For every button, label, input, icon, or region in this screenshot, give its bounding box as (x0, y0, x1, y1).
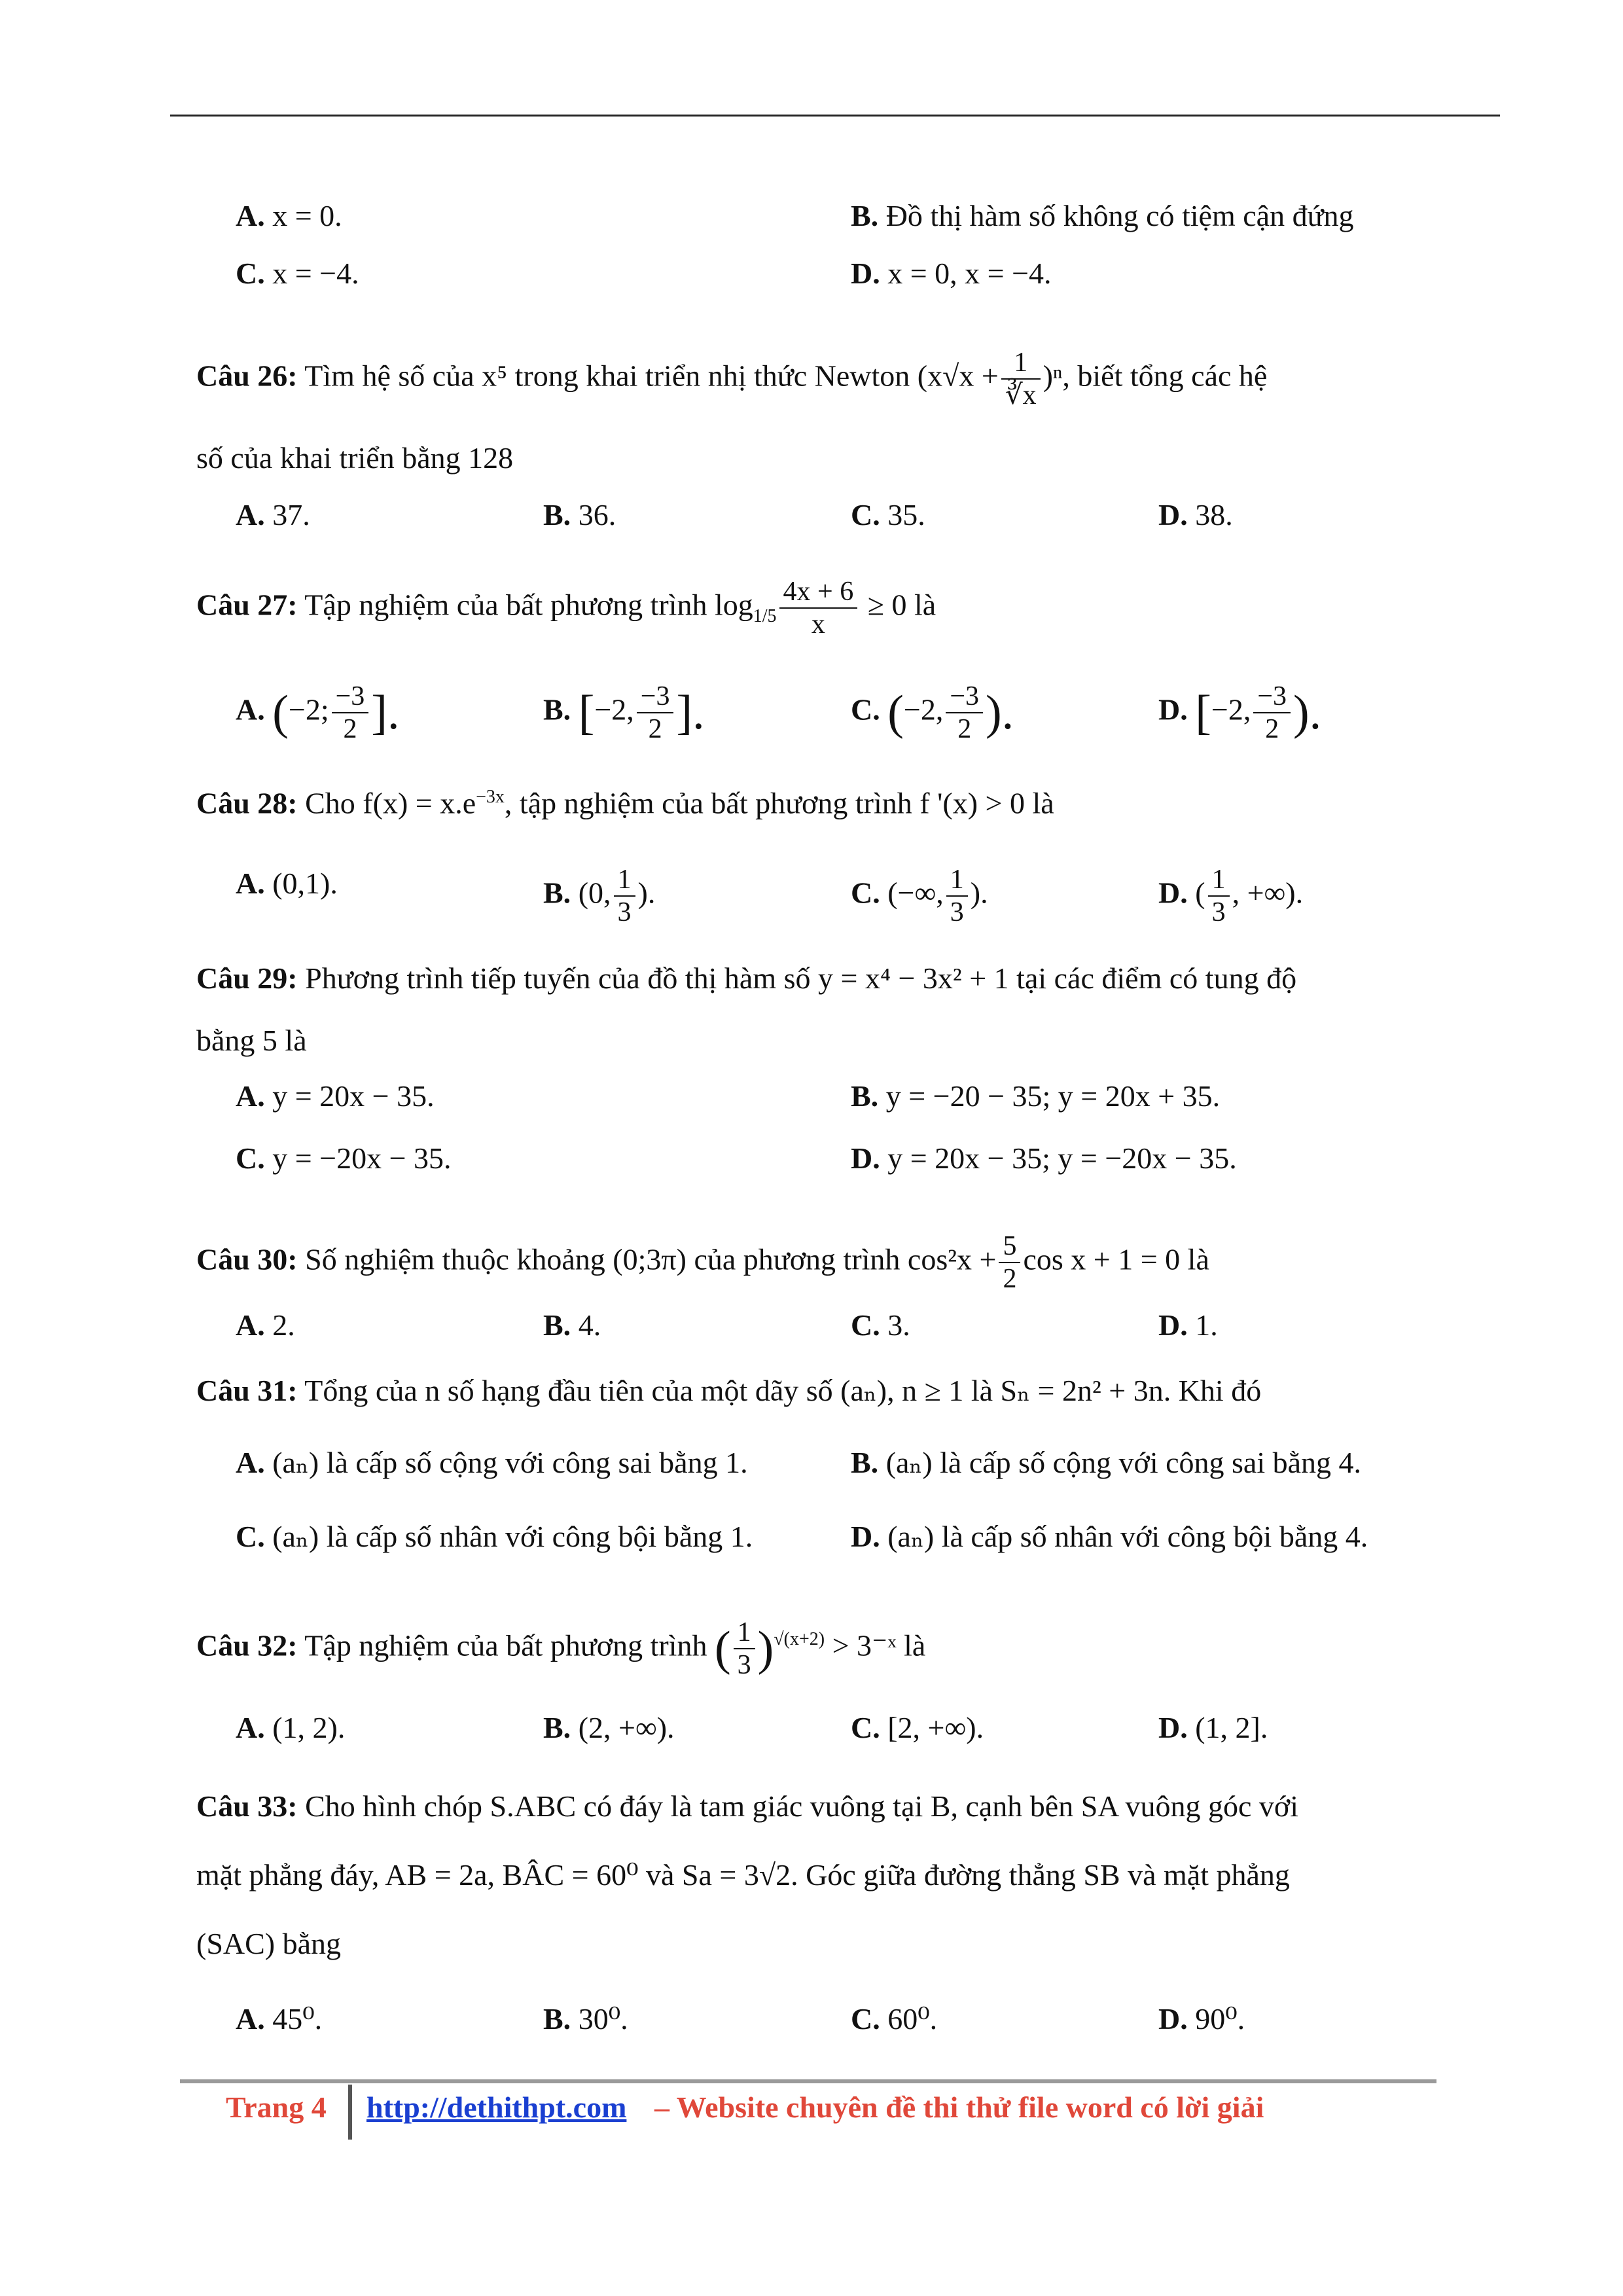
q26-option-a: A. 37. (236, 498, 310, 531)
q31-option-a: A. (aₙ) là cấp số cộng với công sai bằng 1. (236, 1446, 748, 1479)
header-rule (170, 115, 1500, 117)
q25-option-b: B. Đồ thị hàm số không có tiệm cận đứng (851, 199, 1354, 232)
q29-stem: Câu 29: Phương trình tiếp tuyến của đồ thị hàm số y = x⁴ − 3x² + 1 tại các điểm có tung độ (196, 961, 1297, 995)
q32-option-c: C. [2, +∞). (851, 1711, 984, 1744)
q30-stem: Câu 30: Số nghiệm thuộc khoảng (0;3π) của phương trình cos²x + $\frac{5}{2}$ cos x + 1 = 0 là (196, 1231, 1209, 1294)
q31-option-d: D. (aₙ) là cấp số nhân với công bội bằng 4. (851, 1520, 1368, 1553)
q27-option-d: D. [−2, $\frac{-3}{2}$ ). (1158, 681, 1322, 744)
q33-stem-cont: mặt phẳng đáy, AB = 2a, BÂC = 60⁰ và Sa = 3√2. Góc giữa đường thẳng SB và mặt phẳng (196, 1858, 1290, 1892)
footer-page-number: Trang 4 (226, 2090, 327, 2124)
q28-stem: Câu 28: Cho $f(x) = x.e^{-3x}$, tập nghiệm của bất phương trình f '(x) > 0 là (196, 786, 1054, 820)
q29-option-a: A. y = 20x − 35. (236, 1079, 435, 1113)
q33-stem: Câu 33: Cho hình chóp S.ABC có đáy là tam giác vuông tại B, cạnh bên SA vuông góc với (196, 1789, 1298, 1823)
q29-option-b: B. y = −20 − 35; y = 20x + 35. (851, 1079, 1221, 1113)
q32-option-d: D. (1, 2]. (1158, 1711, 1268, 1744)
q31-option-b: B. (aₙ) là cấp số cộng với công sai bằng 4. (851, 1446, 1362, 1479)
q28-option-d: D. ( $\frac{1}{3}$ , +∞). (1158, 865, 1304, 927)
q29-option-c: C. y = −20x − 35. (236, 1141, 452, 1175)
q33-option-d: D. 90⁰. (1158, 2002, 1245, 2036)
footer-website-link[interactable]: http://dethithpt.com (366, 2090, 627, 2124)
q33-stem-cont2: (SAC) bằng (196, 1927, 342, 1960)
q26-option-c: C. 35. (851, 498, 925, 531)
q30-option-a: A. 2. (236, 1308, 295, 1342)
q33-option-a: A. 45⁰. (236, 2002, 323, 2036)
q25-option-d: D. x = 0, x = −4. (851, 257, 1052, 290)
q26-option-d: D. 38. (1158, 498, 1233, 531)
q27-option-a: A. (−2; $\frac{-3}{2}$ ]. (236, 681, 400, 744)
q32-stem: Câu 32: Tập nghiệm của bất phương trình ( $\frac{1}{3}$ )$^{√(x+2)}$ > 3⁻ˣ là (196, 1617, 926, 1680)
q28-option-b: B. (0, $\frac{1}{3}$ ). (543, 865, 656, 927)
footer-separator (348, 2085, 352, 2140)
q33-option-c: C. 60⁰. (851, 2002, 938, 2036)
q33-option-b: B. 30⁰. (543, 2002, 628, 2036)
q28-option-c: C. (−∞, $\frac{1}{3}$ ). (851, 865, 988, 927)
q27-option-c: C. (−2, $\frac{-3}{2}$ ). (851, 681, 1014, 744)
footer-rule (180, 2079, 1436, 2083)
q29-option-d: D. y = 20x − 35; y = −20x − 35. (851, 1141, 1237, 1175)
q29-stem-cont: bằng 5 là (196, 1024, 307, 1057)
footer-tagline: – Website chuyên đề thi thử file word có lời giải (654, 2090, 1264, 2124)
q30-option-d: D. 1. (1158, 1308, 1218, 1342)
q31-option-c: C. (aₙ) là cấp số nhân với công bội bằng 1. (236, 1520, 753, 1553)
q25-option-a: A. x = 0. (236, 199, 342, 232)
q26-stem: Câu 26: Tìm hệ số của x⁵ trong khai triển nhị thức Newton (x√x + $\frac{1}{∛x}$ )ⁿ, biết tổng các hệ (196, 348, 1268, 410)
q27-option-b: B. [−2, $\frac{-3}{2}$ ]. (543, 681, 705, 744)
q25-option-c: C. x = −4. (236, 257, 359, 290)
q26-stem-cont: số của khai triển bằng 128 (196, 441, 514, 475)
q28-option-a: A. (0,1). (236, 867, 338, 900)
q32-option-a: A. (1, 2). (236, 1711, 346, 1744)
q27-stem: Câu 27: Tập nghiệm của bất phương trình $\log_{1/5}$ $\frac{4x + 6}{x}$ ≥ 0 là (196, 577, 936, 639)
q26-option-b: B. 36. (543, 498, 616, 531)
q30-option-b: B. 4. (543, 1308, 601, 1342)
q32-option-b: B. (2, +∞). (543, 1711, 675, 1744)
q31-stem: Câu 31: Tổng của n số hạng đầu tiên của một dãy số (aₙ), n ≥ 1 là Sₙ = 2n² + 3n. Khi đó (196, 1374, 1262, 1407)
q30-option-c: C. 3. (851, 1308, 910, 1342)
